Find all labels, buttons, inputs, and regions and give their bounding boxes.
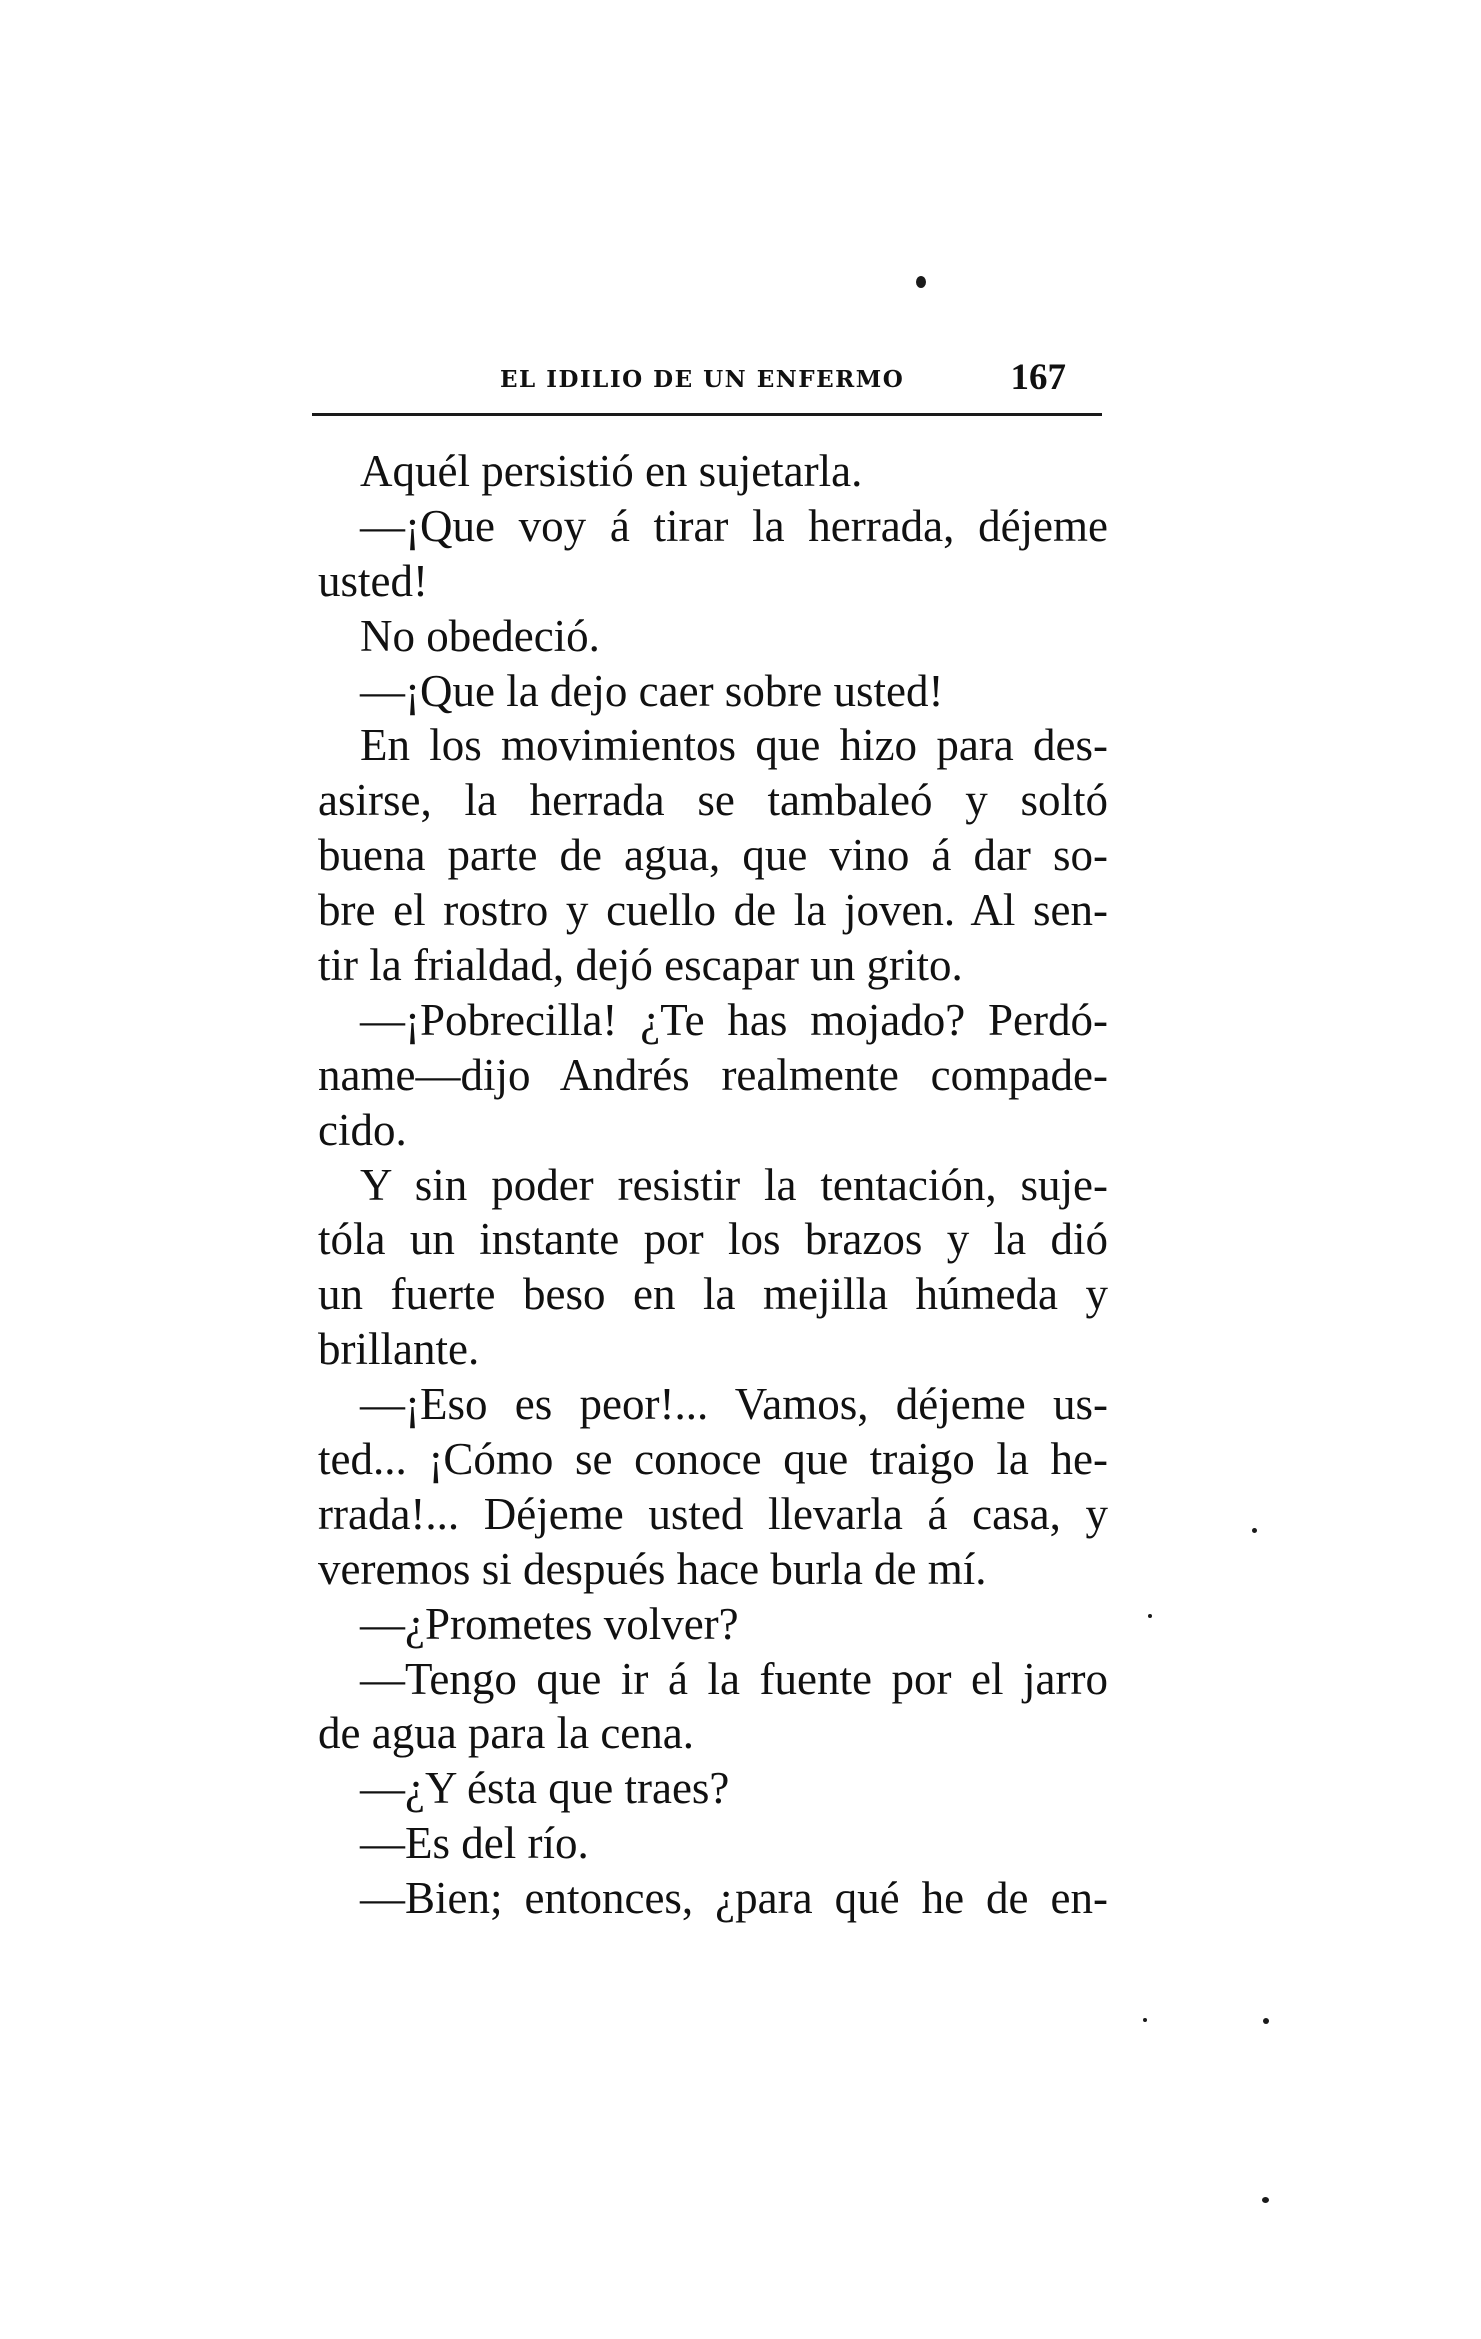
text-line: En los movimientos que hizo para des- (360, 720, 1108, 771)
text-line: —¡Que la dejo caer sobre usted! (360, 665, 944, 716)
page-number: 167 (1010, 357, 1066, 398)
text-line: rrada!... Déjeme usted llevarla á casa, y (318, 1488, 1108, 1539)
header-rule (312, 413, 1102, 416)
text-line: ted... ¡Cómo se conoce que traigo la he- (318, 1434, 1108, 1485)
text-line: —¡Eso es peor!... Vamos, déjeme us- (360, 1379, 1108, 1430)
ink-speck (1262, 2197, 1269, 2203)
text-line: Aquél persistió en sujetarla. (360, 446, 863, 496)
text-line: —¡Pobrecilla! ¿Te has mojado? Perdó- (360, 994, 1108, 1045)
body-text (318, 444, 1108, 1926)
text-line: usted! (318, 555, 428, 606)
text-line: brillante. (318, 1324, 480, 1375)
text-line: name—dijo Andrés realmente compade- (318, 1049, 1108, 1100)
text-line: No obedeció. (360, 610, 600, 661)
running-title: EL IDILIO DE UN ENFERMO (500, 366, 905, 393)
text-line: —¡Que voy á tirar la herrada, déjeme (360, 500, 1108, 551)
text-line: —Bien; entonces, ¿para qué he de en- (360, 1873, 1108, 1924)
text-line: —Es del río. (360, 1818, 589, 1869)
text-line: asirse, la herrada se tambaleó y soltó (318, 775, 1108, 826)
text-line: —¿Y ésta que traes? (360, 1763, 730, 1814)
text-line: —¿Prometes volver? (360, 1598, 739, 1649)
text-line: de agua para la cena. (318, 1708, 694, 1759)
text-line: buena parte de agua, que vino á dar so- (318, 830, 1108, 881)
ink-speck (1263, 2018, 1269, 2024)
text-line: Y sin poder resistir la tentación, suje- (360, 1159, 1108, 1210)
ink-speck (916, 276, 926, 288)
ink-speck (1252, 1528, 1257, 1533)
ink-speck (1148, 1614, 1152, 1618)
text-line: bre el rostro y cuello de la joven. Al sen- (318, 885, 1108, 936)
text-line: un fuerte beso en la mejilla húmeda y (318, 1269, 1108, 1320)
page-header (312, 350, 1102, 410)
text-line: cido. (318, 1104, 407, 1155)
text-line: tir la frialdad, dejó escapar un grito. (318, 940, 963, 991)
ink-speck (1143, 2018, 1147, 2022)
text-line: —Tengo que ir á la fuente por el jarro (360, 1653, 1108, 1704)
text-line: veremos si después hace burla de mí. (318, 1543, 987, 1594)
text-line: tóla un instante por los brazos y la dió (318, 1214, 1108, 1265)
